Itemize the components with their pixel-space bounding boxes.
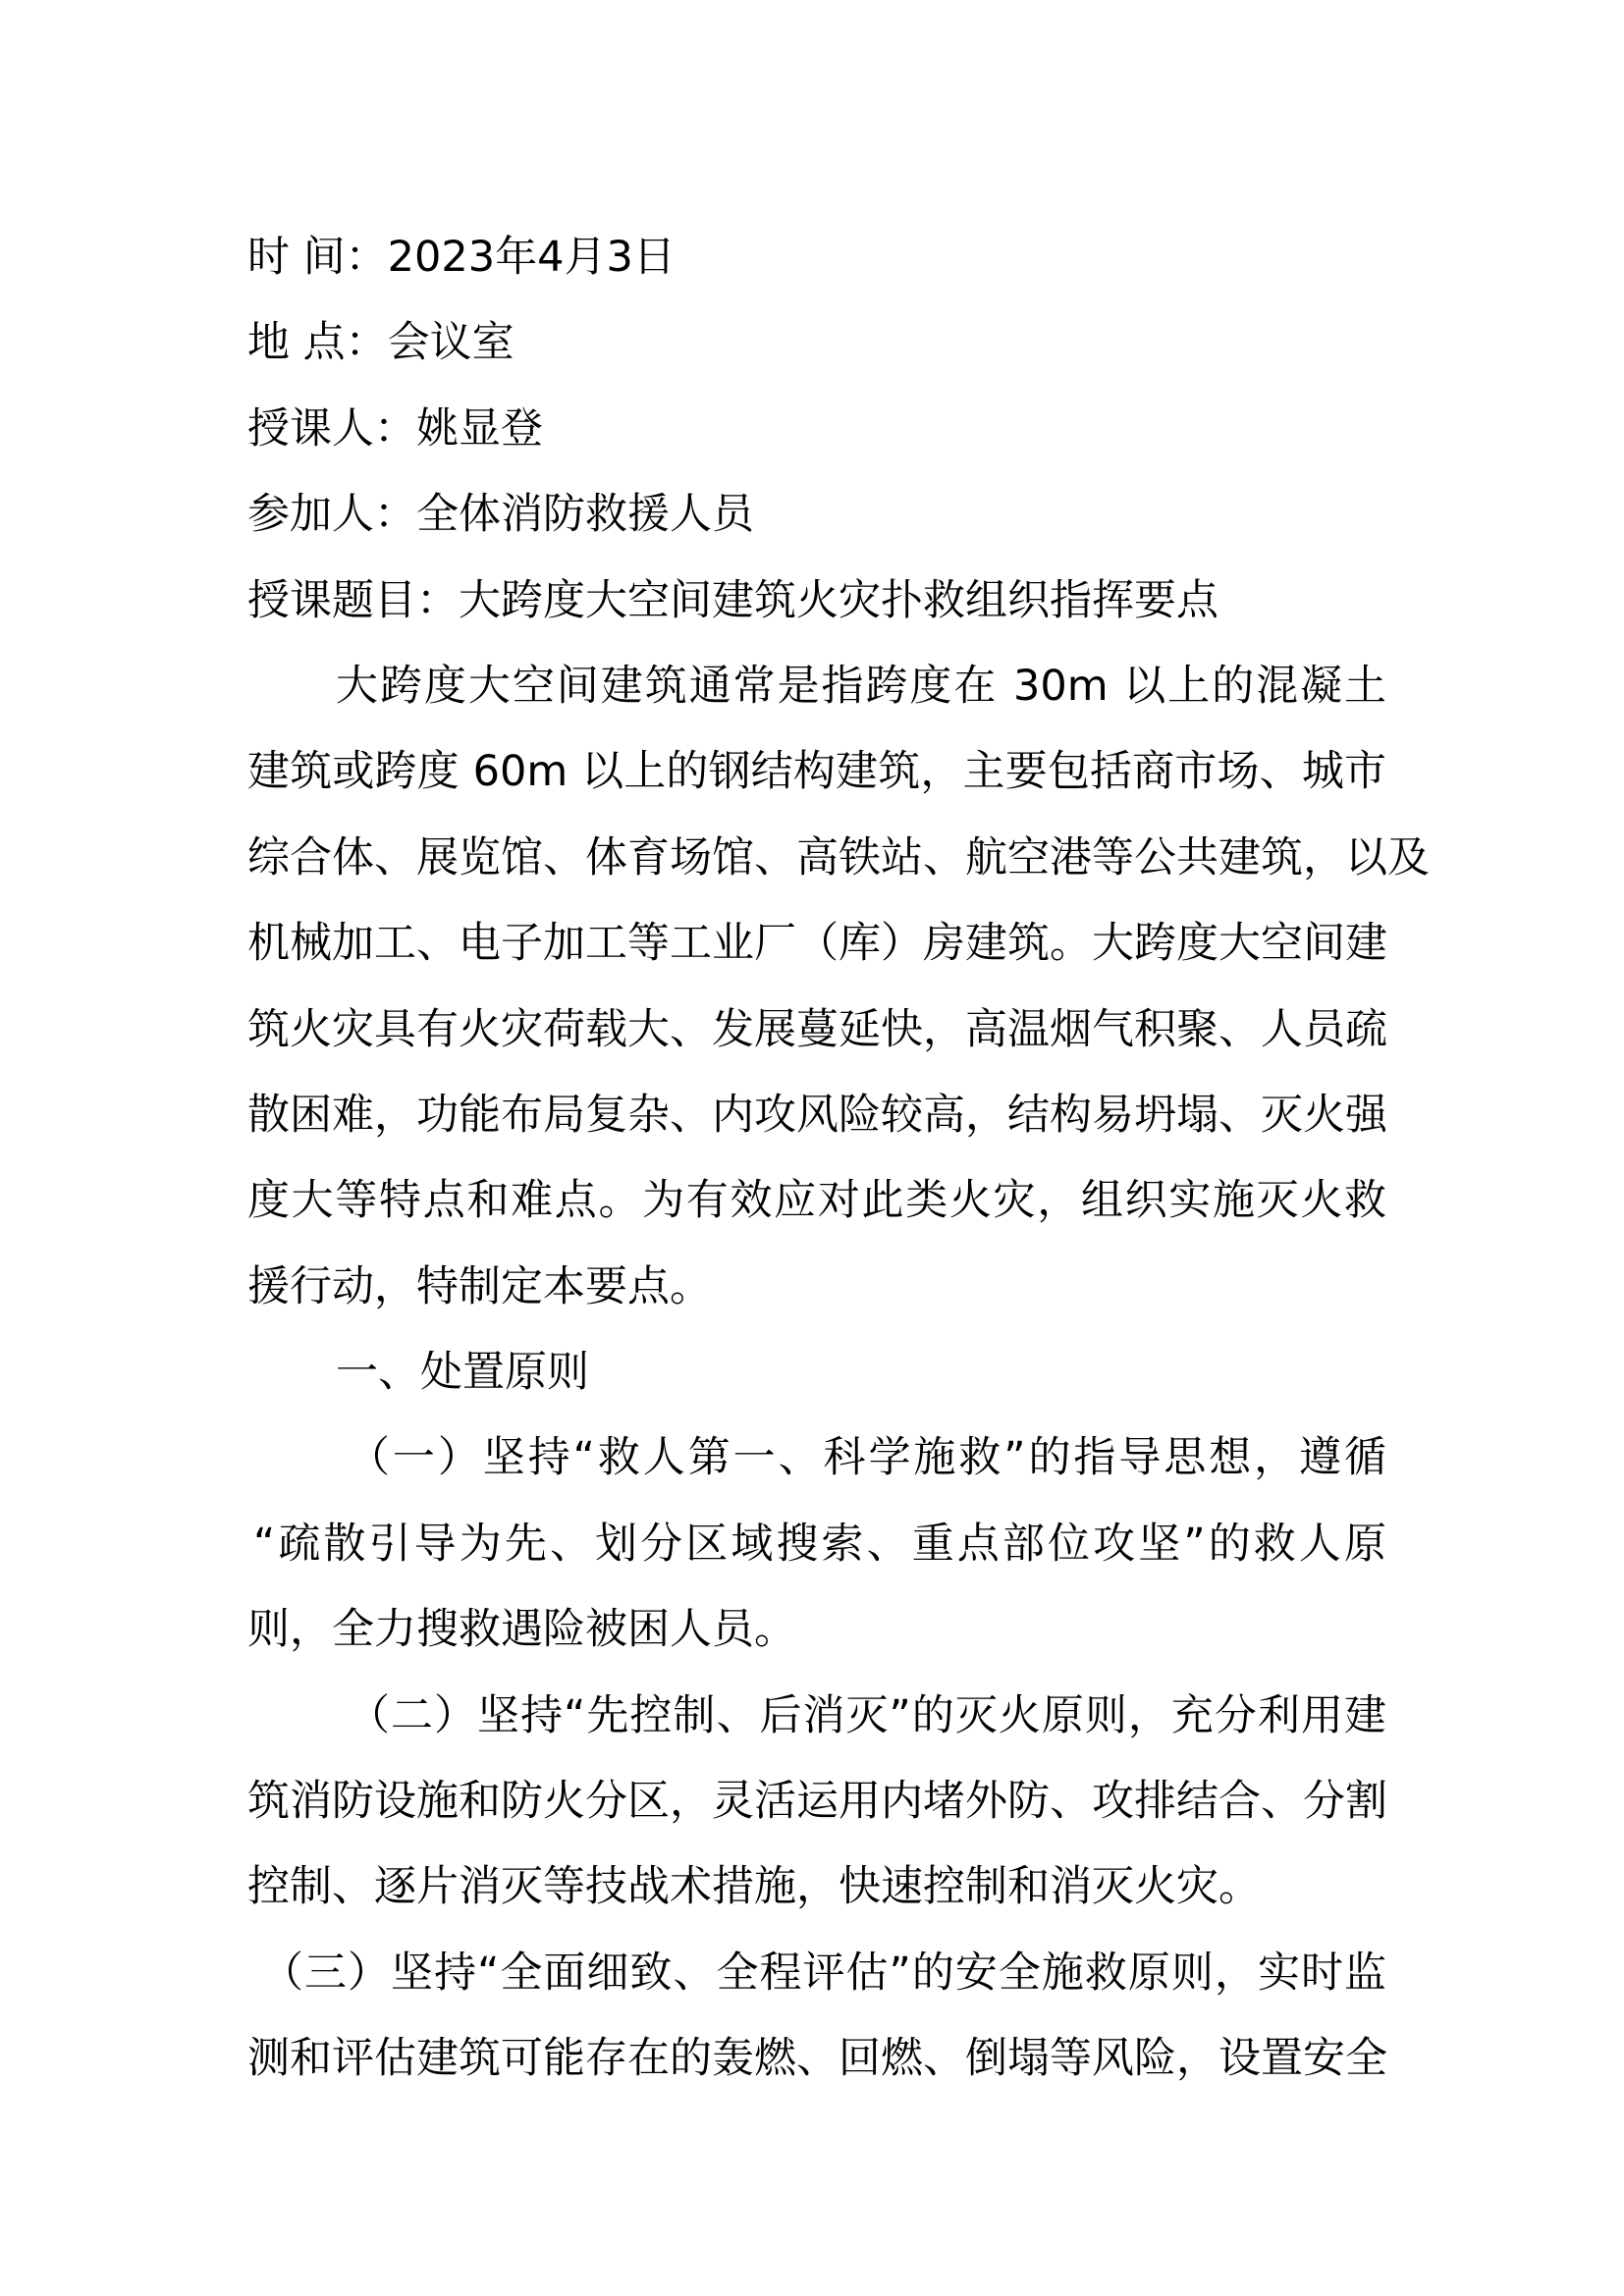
intro-line: 建筑或跨度 60m 以上的钢结构建筑，主要包括商市场、城市 [247, 747, 1386, 797]
intro-line: 度大等特点和难点。为有效应对此类火灾，组织实施灭火救 [247, 1176, 1386, 1226]
meta-location [247, 300, 1386, 386]
principle-1-line: 则，全力搜救遇险被困人员。 [247, 1605, 796, 1655]
principle-2-line: 筑消防设施和防火分区，灵活运用内堵外防、攻排结合、分割 [247, 1777, 1387, 1827]
meta-value: 会议室 [387, 318, 514, 368]
section-heading: 一、处置原则 [336, 1348, 589, 1398]
meta-topic [247, 559, 1386, 644]
meta-label: 地 点： [247, 318, 388, 368]
principle-2-line: （二）坚持“先控制、后消灭”的灭火原则，充分利用建 [348, 1690, 1386, 1740]
intro-line: 机械加工、电子加工等工业厂（库）房建筑。大跨度大空间建 [247, 919, 1387, 969]
intro-line: 综合体、展览馆、体育场馆、高铁站、航空港等公共建筑，以及 [247, 832, 1430, 882]
principle-3-line: 测和评估建筑可能存在的轰燃、回燃、倒塌等风险，设置安全 [247, 2034, 1387, 2084]
intro-line: 援行动，特制定本要点。 [247, 1261, 712, 1311]
document-page [247, 215, 1430, 2103]
meta-value: 大跨度大空间建筑火灾扑救组织指挥要点 [459, 575, 1218, 625]
meta-label: 授课人： [247, 403, 416, 454]
meta-value: 姚显登 [416, 403, 543, 454]
meta-lecturer [247, 387, 1386, 472]
intro-line: 散困难，功能布局复杂、内攻风险较高，结构易坍塌、灭火强 [247, 1090, 1387, 1140]
intro-line: 大跨度大空间建筑通常是指跨度在 30m 以上的混凝土 [336, 661, 1386, 711]
meta-time [247, 215, 1386, 300]
meta-value: 全体消防救援人员 [416, 490, 754, 540]
meta-label: 时 间： [247, 233, 388, 282]
meta-label: 参加人： [247, 490, 416, 540]
meta-value: 2023年4月3日 [387, 233, 676, 282]
principle-1-line: （一）坚持“救人第一、科学施救”的指导思想，遵循 [348, 1433, 1386, 1483]
principle-3-line: （三）坚持“全面细致、全程评估”的安全施救原则，实时监 [261, 1948, 1386, 1998]
principle-2-line: 控制、逐片消灭等技战术措施，快速控制和消灭火灾。 [247, 1862, 1261, 1912]
intro-line: 筑火灾具有火灾荷载大、发展蔓延快，高温烟气积聚、人员疏 [247, 1004, 1387, 1054]
meta-participants [247, 472, 1386, 558]
meta-label: 授课题目： [247, 575, 459, 625]
principle-1-line: “疏散引导为先、划分区域搜索、重点部位攻坚”的救人原 [253, 1519, 1386, 1569]
